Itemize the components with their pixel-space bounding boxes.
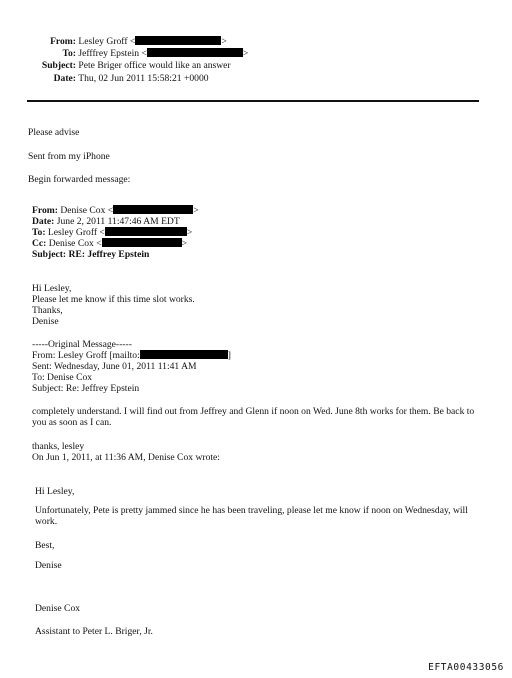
original-from: [32, 350, 231, 361]
header-to-label: To:: [62, 48, 76, 59]
body-line-forwarded: Begin forwarded message:: [28, 174, 131, 185]
original-to: To: Denise Cox: [32, 372, 93, 383]
signature-name: Denise Cox: [35, 603, 81, 614]
original-subject: Subject: Re: Jeffrey Epstein: [32, 383, 140, 394]
lesley-signoff: thanks, lesley: [32, 441, 85, 452]
fwd-to-close: >: [186, 227, 193, 238]
header-date-row: [0, 73, 209, 84]
quoted-name: Denise: [35, 560, 62, 571]
fwd-date-label: Date:: [32, 216, 55, 227]
header-to-close: >: [242, 48, 249, 59]
redaction-bar: [140, 350, 228, 359]
reply-thanks: Thanks,: [32, 305, 63, 316]
fwd-cc-value: Denise Cox <: [48, 238, 102, 249]
fwd-to-row: [32, 227, 192, 238]
fwd-date-value: June 2, 2011 11:47:46 AM EDT: [56, 216, 180, 227]
fwd-from-row: [32, 205, 199, 216]
redaction-bar: [135, 36, 221, 45]
redaction-bar: [105, 227, 187, 236]
reply-line: Please let me know if this time slot works.: [32, 294, 195, 305]
header-from-row: [0, 36, 227, 47]
fwd-cc-label: Cc:: [32, 238, 47, 249]
quoted-best: Best,: [35, 540, 55, 551]
header-subject-value: Pete Briger office would like an answer: [78, 60, 231, 71]
quoted-greeting: Hi Lesley,: [35, 486, 75, 497]
quoted-message: Unfortunately, Pete is pretty jammed since he has been traveling, please let me know if noon on Wednesday, will work.: [35, 505, 468, 527]
header-to-row: [0, 48, 248, 59]
fwd-cc-close: >: [181, 238, 188, 249]
lesley-message: completely understand. I will find out from Jeffrey and Glenn if noon on Wed. June 8th works for them. Be back to you as soon as I can.: [32, 406, 475, 428]
fwd-from-close: >: [193, 205, 199, 216]
redaction-bar: [102, 238, 182, 247]
header-from-label: From:: [50, 36, 76, 47]
fwd-subject-label: Subject:: [32, 249, 67, 260]
original-from-close: ]: [227, 350, 231, 361]
header-divider: [27, 100, 479, 102]
redaction-bar: [147, 48, 243, 57]
bates-number: EFTA00433056: [428, 662, 504, 673]
fwd-to-value: Lesley Groff <: [47, 227, 105, 238]
fwd-to-label: To:: [32, 227, 46, 238]
header-to-value: Jefffrey Epstein <: [78, 48, 147, 59]
header-from-value: Lesley Groff <: [78, 36, 136, 47]
signature-title: Assistant to Peter L. Briger, Jr.: [35, 626, 153, 637]
fwd-date-row: [32, 216, 180, 227]
header-from-close: >: [221, 36, 227, 47]
wrote-line: On Jun 1, 2011, at 11:36 AM, Denise Cox wrote:: [32, 452, 220, 463]
fwd-cc-row: [32, 238, 187, 249]
redaction-bar: [113, 205, 193, 214]
fwd-from-label: From:: [32, 205, 58, 216]
reply-name: Denise: [32, 316, 59, 327]
reply-greeting: Hi Lesley,: [32, 283, 72, 294]
original-from-text: From: Lesley Groff [mailto:: [32, 350, 140, 361]
original-sent: Sent: Wednesday, June 01, 2011 11:41 AM: [32, 361, 197, 372]
header-subject-label: Subject:: [41, 60, 76, 71]
header-subject-row: [0, 60, 231, 71]
fwd-subject-row: [32, 249, 149, 260]
fwd-from-value: Denise Cox <: [60, 205, 114, 216]
body-line-iphone: Sent from my iPhone: [28, 151, 110, 162]
fwd-subject-value: RE: Jeffrey Epstein: [68, 249, 150, 260]
header-date-value: Thu, 02 Jun 2011 15:58:21 +0000: [78, 73, 209, 84]
original-divider: -----Original Message-----: [32, 339, 132, 350]
body-line-advise: Please advise: [28, 127, 80, 138]
header-date-label: Date:: [53, 73, 76, 84]
